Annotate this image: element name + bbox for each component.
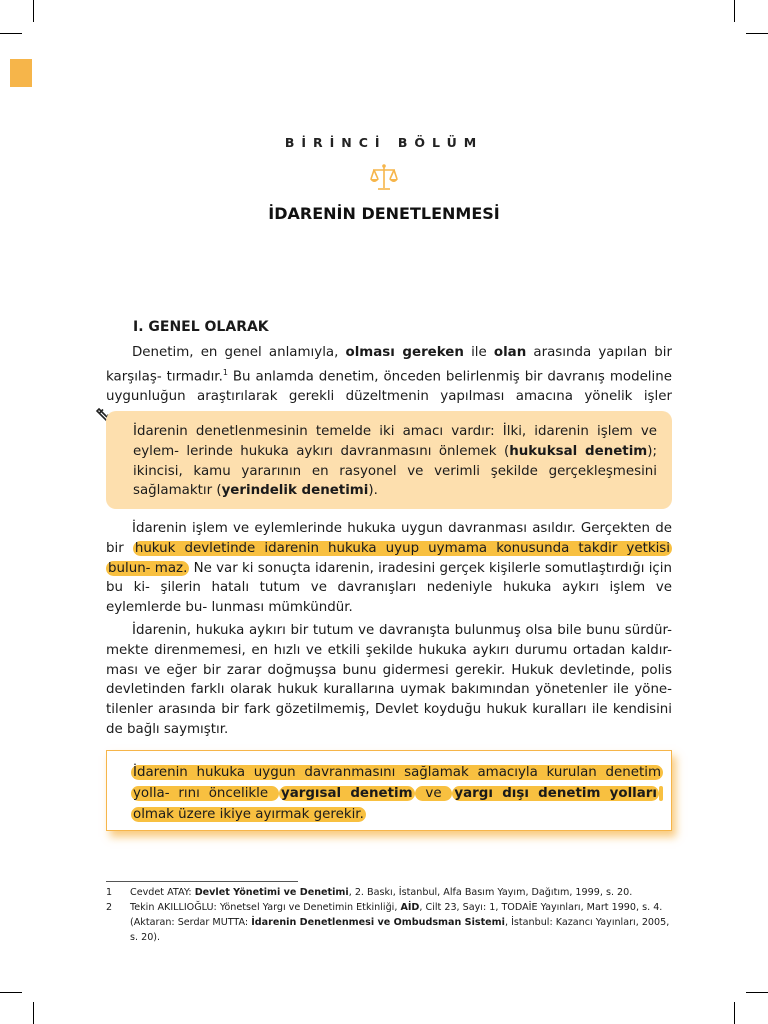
crop-mark [33, 0, 34, 22]
highlighted-text: hukuk devletinde idarenin hukuka uyup uymama konusunda takdir yetkisi bulun- maz. [108, 540, 671, 576]
crop-mark [734, 0, 735, 22]
crop-mark [734, 1002, 735, 1024]
summary-callout [106, 750, 672, 831]
paragraph-2: İdarenin işlem ve eylemlerinde hukuka uygun davranması asıldır. Gerçekten de bir hukuk devletinde idarenin hukuka uyup uymama konusunda takdir yetkisi bulun- maz. Ne var ki sonuçta idarenin, iradesini gerçek kişilerle somutlaştırdığı için bu ki- şilerin hatalı tutum ve davranışları nedeniyle hukuka aykırı işlem ve eylemlerde bu- lunması mümkündür. [106, 521, 672, 616]
footnote-divider [106, 881, 298, 882]
crop-mark [33, 1002, 34, 1024]
footnote: 2 Tekin AKILLIOĞLU: Yönetsel Yargı ve Denetimin Etkinliği, AİD, Cilt 23, Sayı: 1, TODAİE Yayınları, Mart 1990, s. 4. (Aktaran: Serdar MUTTA: İdarenin Denetlenmesi ve Ombudsman Sistemi, İstanbul: Kazancı Yayınları, 2005, s. 20). [106, 902, 670, 943]
key-point-callout [106, 411, 672, 509]
footnotes [106, 885, 672, 945]
scales-icon [369, 163, 399, 193]
footnote: 1 Cevdet ATAY: Devlet Yönetimi ve Denetimi, 2. Baskı, İstanbul, Alfa Basım Yayım, Dağıtım, 1999, s. 20. [106, 887, 633, 898]
paragraph-3: İdarenin, hukuka aykırı bir tutum ve davranışta bulunmuş olsa bile bunu sürdür- mekte direnmemesi, en hızlı ve etkili şekilde hukuka aykırı durumu ortadan kaldır- ması ve eğer bir zarar doğmuşsa bunu gidermesi gerekir. Hukuk devletinde, polis devletinden farklı olarak hukuk kurallarına uymak bakımından yönetenler ile yöne- tilenler arasında bir fark gözetilmemiş, Devlet koyduğu hukuk kuralları ile kendisini de bağlı saymıştır. [106, 623, 672, 737]
summary-text: İdarenin hukuka uygun davranmasını sağlamak amacıyla kurulan denetim yolla- rını öncelikle yargısal denetim ve yargı dışı denetim yolları olmak üzere ikiye ayırmak gerekir. [133, 765, 661, 822]
paragraph-1: Denetim, en genel anlamıyla, olması gereken ile olan arasında yapılan bir karşılaş- tırmadır.$^1$ Bu anlamda denetim, önceden belirlenmiş bir davranış modeline uygunluğun araştırılarak gerekli düzeltmenin yapılması amacına yönelik işler [106, 345, 672, 405]
crop-mark [0, 992, 22, 993]
chapter-label: BİRİNCİ BÖLÜM [284, 135, 484, 150]
crop-mark [746, 992, 768, 993]
chapter-tab-marker [10, 59, 32, 87]
section-heading: I. GENEL OLARAK [133, 319, 269, 335]
crop-mark [0, 33, 22, 34]
chapter-title: İDARENİN DENETLENMESİ [268, 204, 500, 223]
crop-mark [746, 33, 768, 34]
callout-text: İdarenin denetlenmesinin temelde iki amacı vardır: İlki, idarenin işlem ve eylem- lerinde hukuka aykırı davranmasını önlemek (hukuksal denetim); ikincisi, kamu yararının en rasyonel ve verimli şekilde gerçekleşmesini sağlamaktır (yerindelik denetimi). [133, 424, 657, 499]
